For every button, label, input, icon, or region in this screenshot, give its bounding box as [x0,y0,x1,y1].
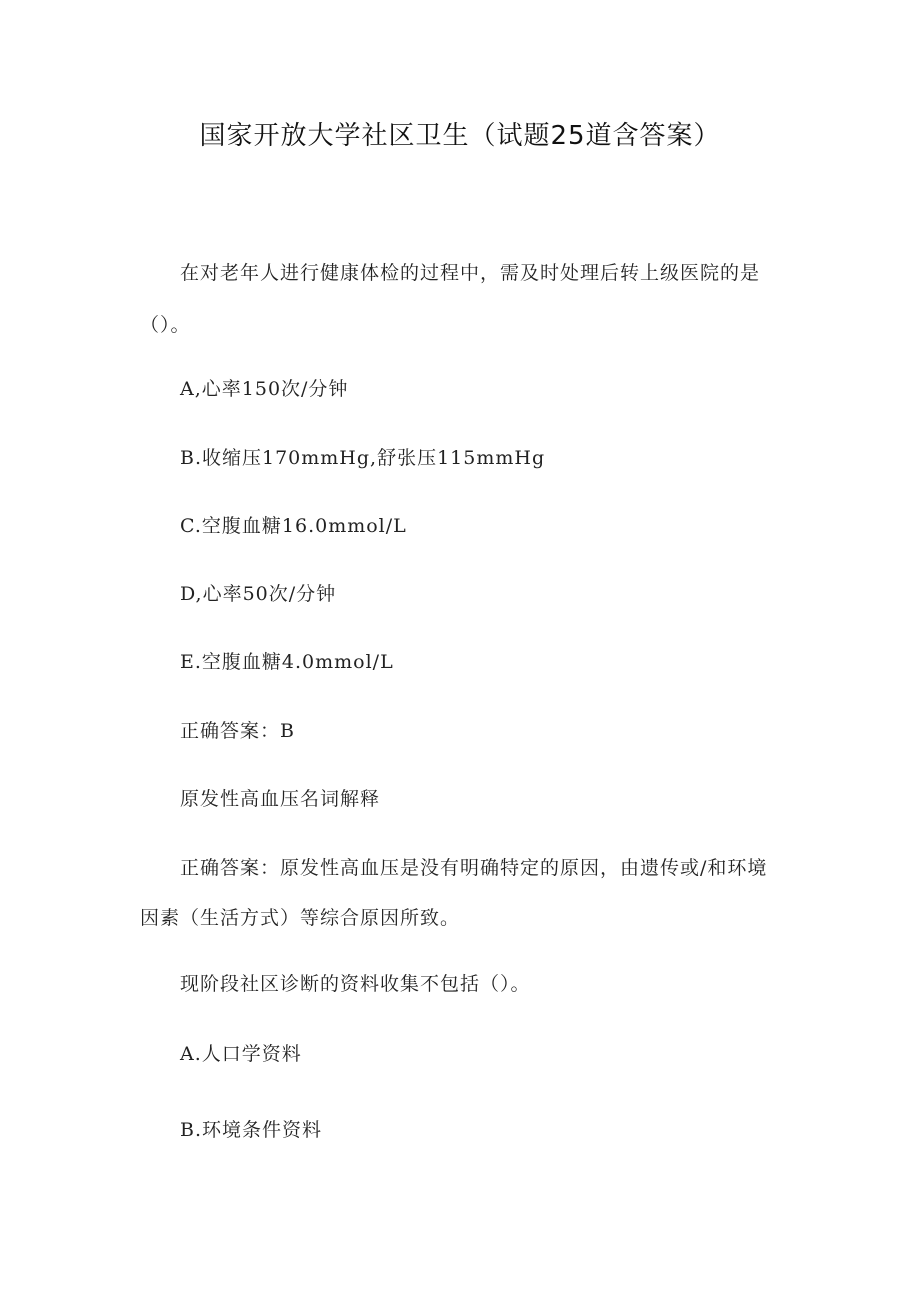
question-3-text: 现阶段社区诊断的资料收集不包括（）。 [180,973,531,995]
question-1-answer: 正确答案：B [180,720,295,742]
question-1-option-a: A,心率150次/分钟 [180,378,349,400]
question-3-option-b: B.环境条件资料 [180,1119,323,1141]
question-1-option-d: D,心率50次/分钟 [180,583,337,605]
question-1-text: 在对老年人进行健康体检的过程中，需及时处理后转上级医院的是 [180,262,761,284]
document-title: 国家开放大学社区卫生（试题25道含答案） [199,121,721,151]
question-2-answer-continued: 因素（生活方式）等综合原因所致。 [140,907,461,929]
question-1-option-b: B.收缩压170mmHg,舒张压115mmHg [180,447,546,469]
question-2-answer: 正确答案：原发性高血压是没有明确特定的原因，由遗传或/和环境 [180,857,768,879]
question-2-text: 原发性高血压名词解释 [180,788,381,810]
question-3-option-a: A.人口学资料 [180,1043,302,1065]
question-1-option-c: C.空腹血糖16.0mmol/L [180,515,407,537]
question-1-text-continued: （）。 [140,314,191,336]
question-1-option-e: E.空腹血糖4.0mmol/L [180,651,394,673]
